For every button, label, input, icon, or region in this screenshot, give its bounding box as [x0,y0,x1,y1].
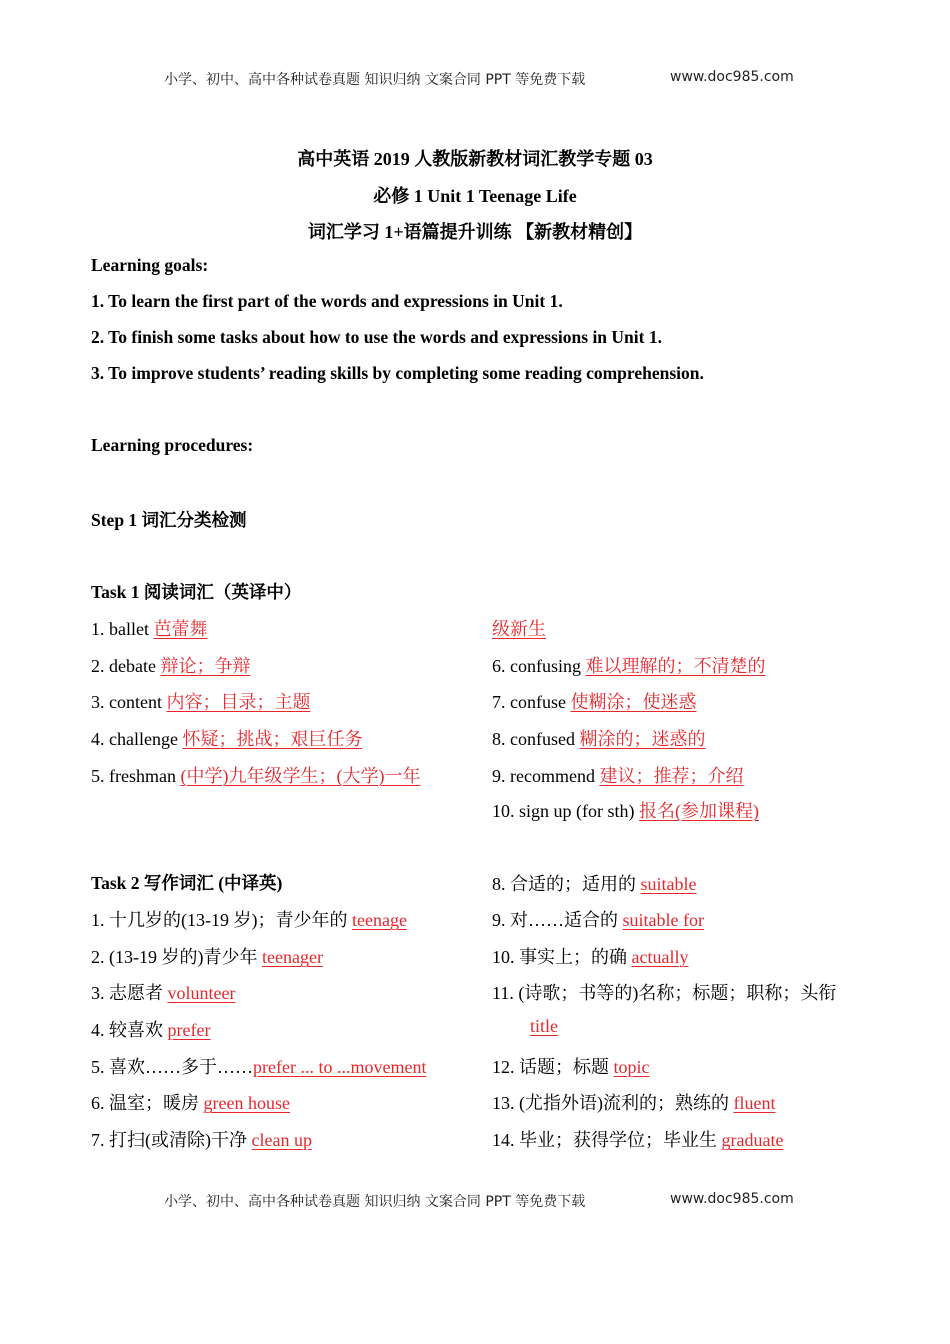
header-site-link[interactable]: www.doc985.com [670,69,794,85]
goal-item: 1. To learn the first part of the words and expressions in Unit 1. [91,291,563,311]
task2-item: 9. 对……适合的 suitable for [492,910,704,930]
page-header [164,69,585,89]
task2-item: 13. (尤指外语)流利的；熟练的 fluent [492,1093,776,1113]
task1-item: 10. sign up (for sth) 报名(参加课程) [492,801,759,821]
task1-item: 9. recommend 建议；推荐；介绍 [492,766,744,786]
task1-heading: Task 1 阅读词汇（英译中） [91,582,302,602]
task1-continued-answer: 级新生 [492,619,546,639]
header-text: 小学、初中、高中各种试卷真题 知识归纳 文案合同 PPT 等免费下载 [164,72,586,88]
footer-site-link[interactable]: www.doc985.com [670,1191,794,1207]
task1-item: 1. ballet 芭蕾舞 [91,619,208,639]
task2-item: 6. 温室；暖房 green house [91,1093,290,1113]
task1-item: 4. challenge 怀疑；挑战；艰巨任务 [91,729,363,749]
learning-procedures-heading: Learning procedures: [91,435,254,455]
task2-item: 10. 事实上；的确 actually [492,947,689,967]
goal-item: 2. To finish some tasks about how to use the words and expressions in Unit 1. [91,327,662,347]
learning-goals-heading: Learning goals: [91,255,209,275]
title-line-2: 必修 1 Unit 1 Teenage Life [373,186,577,206]
task1-item: 8. confused 糊涂的；迷惑的 [492,729,706,749]
footer-text: 小学、初中、高中各种试卷真题 知识归纳 文案合同 PPT 等免费下载 [164,1194,586,1210]
task2-item: 11. (诗歌；书等的)名称；标题；职称；头衔 [492,983,837,1003]
task2-heading: Task 2 写作词汇 (中译英) [91,873,283,893]
task2-item-answer: title [530,1016,558,1036]
task2-item: 12. 话题；标题 topic [492,1057,650,1077]
task1-item: 7. confuse 使糊涂；使迷惑 [492,692,697,712]
goal-item: 3. To improve students’ reading skills by completing some reading comprehension. [91,363,704,383]
task2-item: 7. 打扫(或清除)干净 clean up [91,1130,312,1150]
task2-item: 1. 十几岁的(13-19 岁)；青少年的 teenage [91,910,407,930]
title-line-3: 词汇学习 1+语篇提升训练 【新教材精创】 [307,222,643,242]
task1-item: 2. debate 辩论；争辩 [91,656,251,676]
task2-item: 8. 合适的；适用的 suitable [492,874,697,894]
task1-item: 6. confusing 难以理解的；不清楚的 [492,656,766,676]
task1-item: 5. freshman (中学)九年级学生；(大学)一年 [91,766,421,786]
page-footer [164,1191,585,1211]
task2-item: 14. 毕业；获得学位；毕业生 graduate [492,1130,784,1150]
task2-item: 2. (13-19 岁的)青少年 teenager [91,947,323,967]
title-line-1: 高中英语 2019 人教版新教材词汇教学专题 03 [297,149,653,169]
task1-item: 3. content 内容；目录；主题 [91,692,311,712]
task2-item: 4. 较喜欢 prefer [91,1020,211,1040]
task2-item: 5. 喜欢……多于……prefer ... to ...movement [91,1057,427,1077]
task2-item: 3. 志愿者 volunteer [91,983,236,1003]
step1-heading: Step 1 词汇分类检测 [91,510,247,530]
